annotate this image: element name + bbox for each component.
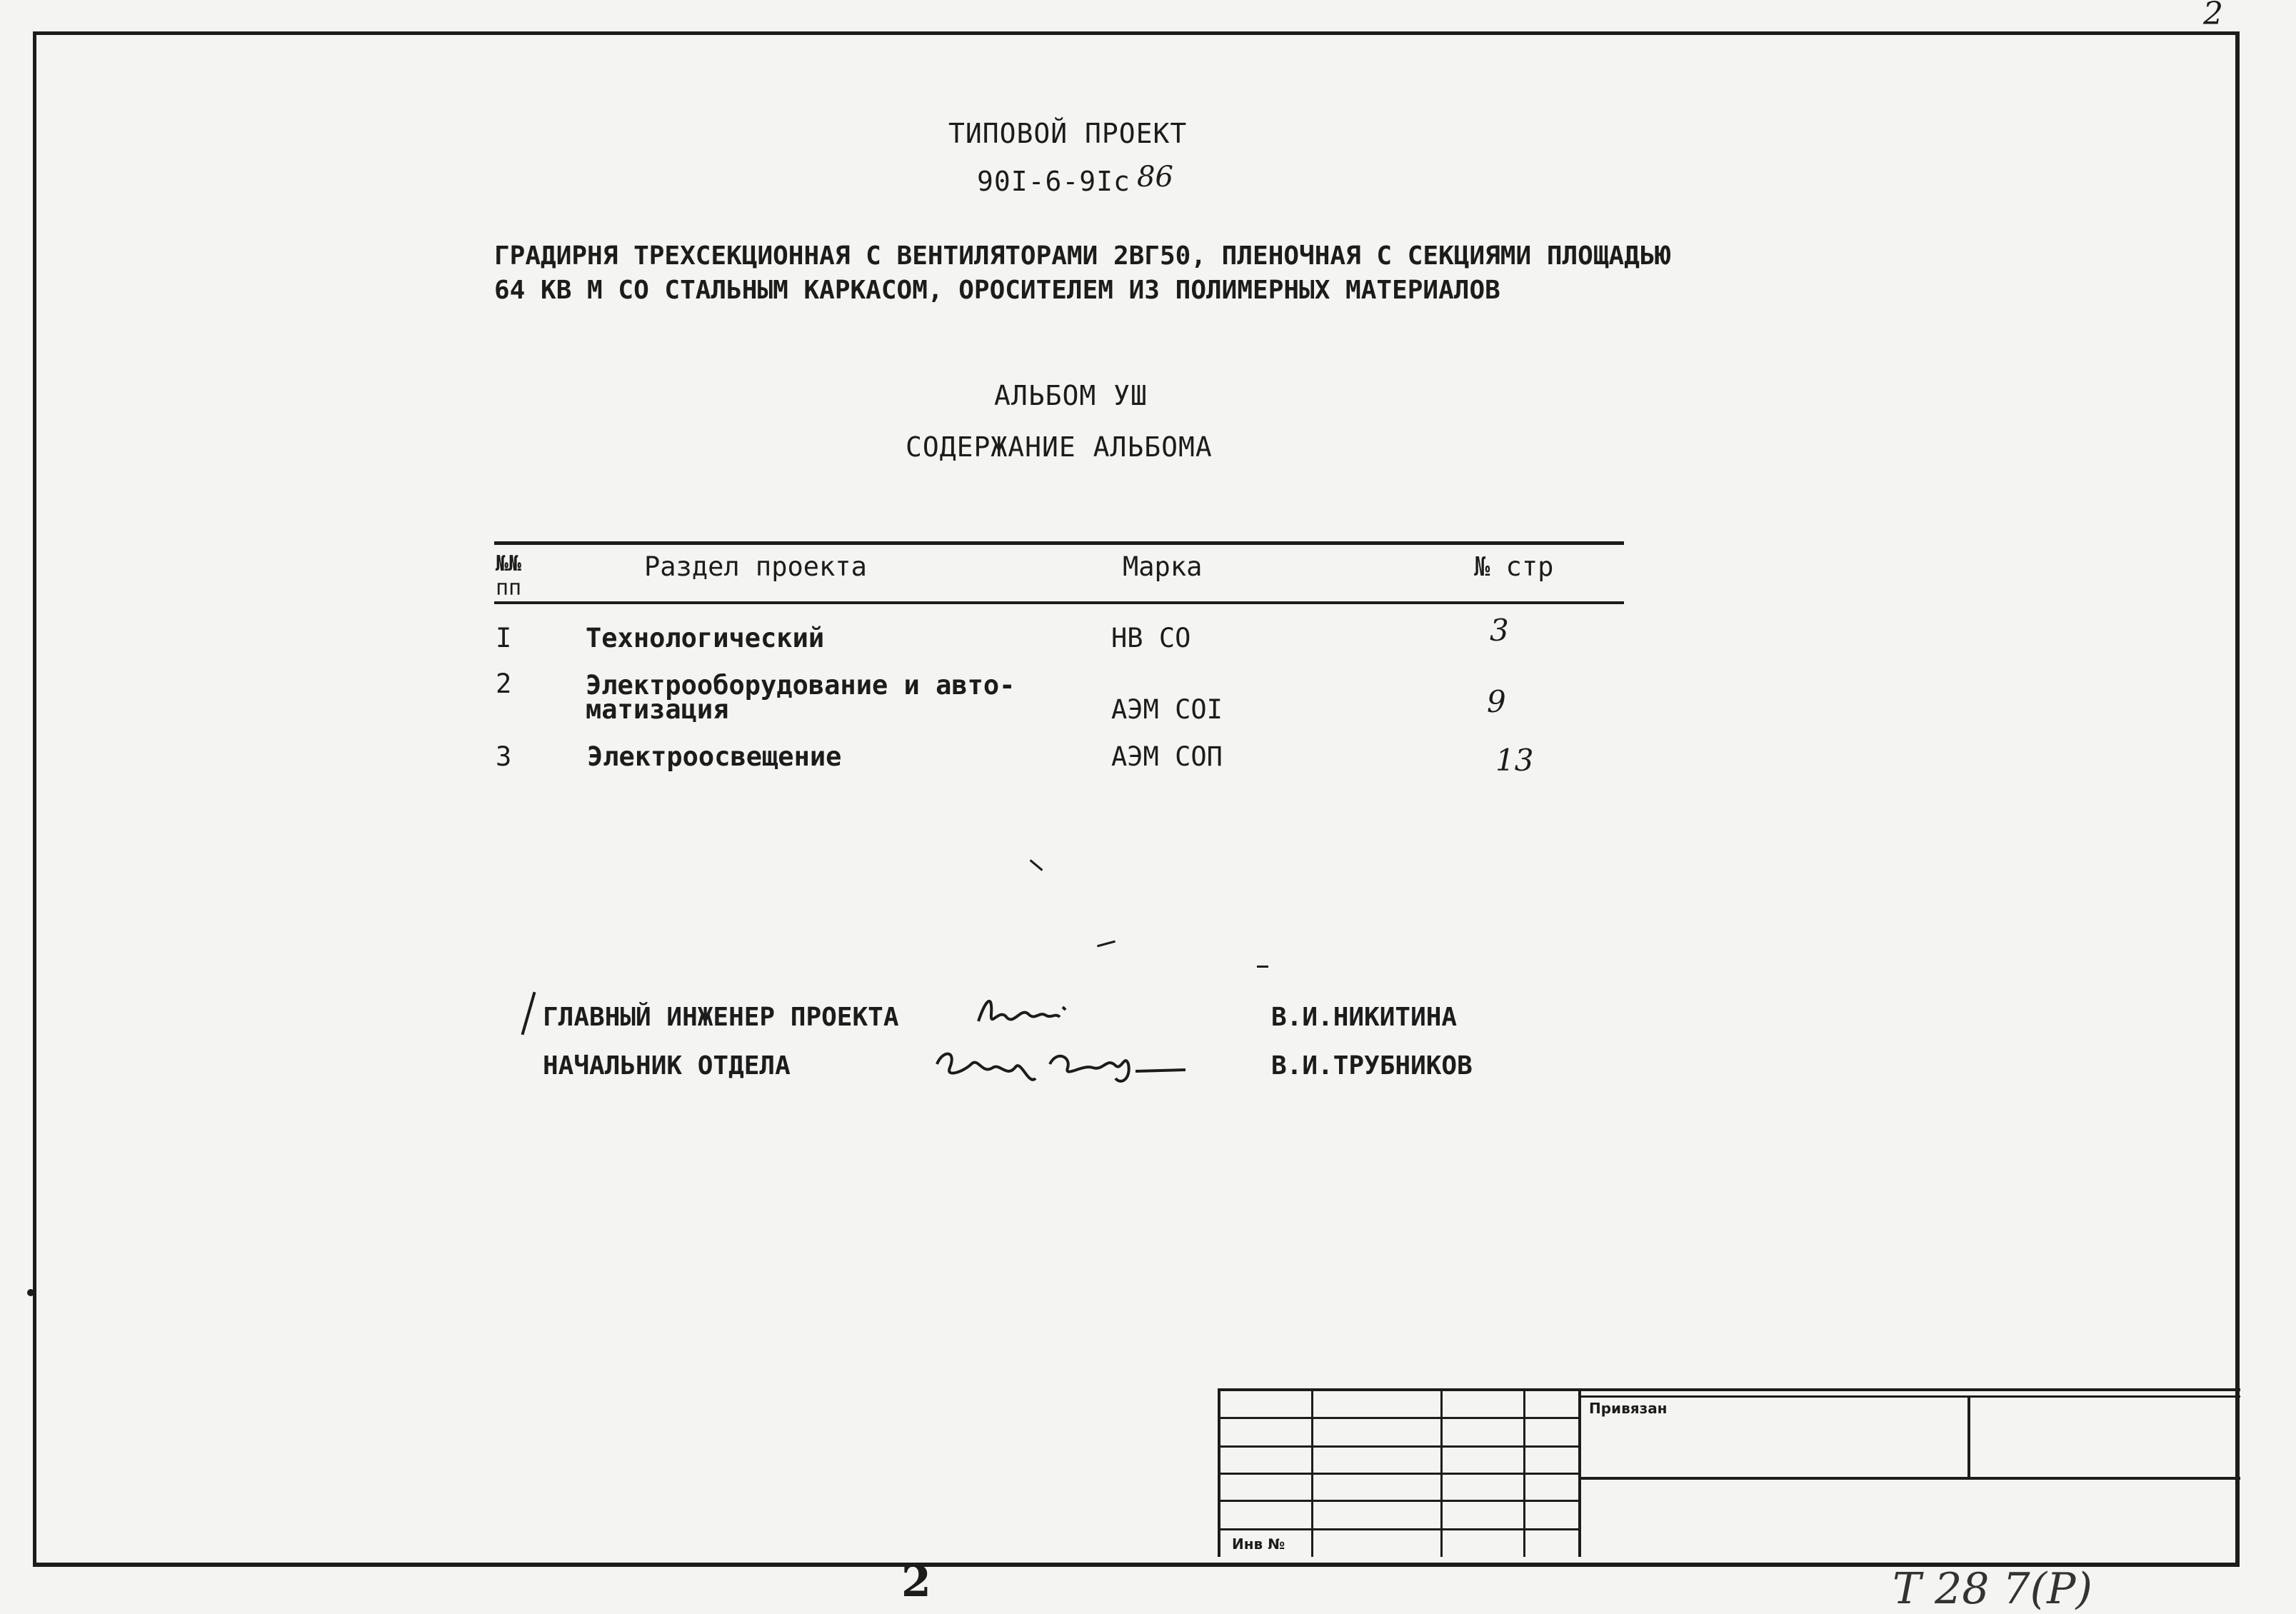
- handwritten-signature-chief-engineer: [971, 986, 1086, 1043]
- signature-role: ГЛАВНЫЙ ИНЖЕНЕР ПРОЕКТА: [543, 1003, 899, 1032]
- table-row-mark: АЭМ СОП: [1111, 741, 1223, 772]
- table-row-number: I: [496, 623, 512, 653]
- title-block-stamp: [1218, 1388, 2240, 1557]
- table-row-section: Электрооборудование и авто-: [586, 670, 1016, 701]
- table-header-number: №№: [496, 551, 522, 576]
- table-header-rule: [494, 601, 1624, 604]
- table-header-number-line2: пп: [496, 576, 522, 601]
- stamp-attached-label: Привязан: [1589, 1400, 1668, 1417]
- signature-name: В.И.ТРУБНИКОВ: [1271, 1051, 1473, 1081]
- project-title-line-1: ГРАДИРНЯ ТРЕХСЕКЦИОННАЯ С ВЕНТИЛЯТОРАМИ 2ВГ50, ПЛЕНОЧНАЯ С СЕКЦИЯМИ ПЛОЩАДЬЮ: [494, 241, 1671, 271]
- stamp-inventory-label: Инв №: [1232, 1535, 1285, 1553]
- handwritten-signature-department-head: [928, 1036, 1193, 1107]
- table-row-number: 2: [496, 668, 512, 699]
- project-year-handwritten: 86: [1137, 161, 1173, 194]
- table-row-page: 13: [1495, 743, 1534, 778]
- project-title-line-2: 64 КВ М СО СТАЛЬНЫМ КАРКАСОМ, ОРОСИТЕЛЕМ ИЗ ПОЛИМЕРНЫХ МАТЕРИАЛОВ: [494, 276, 1500, 305]
- project-code: 90I-6-9Iс: [977, 166, 1131, 197]
- signature-role: НАЧАЛЬНИК ОТДЕЛА: [543, 1051, 791, 1081]
- signature-name: В.И.НИКИТИНА: [1271, 1003, 1458, 1032]
- footer-page-number: 2: [901, 1557, 931, 1607]
- sheet-corner-number: 2: [2203, 0, 2223, 32]
- stray-mark: [1257, 966, 1268, 968]
- margin-mark: [27, 1289, 34, 1296]
- document-type-heading: ТИПОВОЙ ПРОЕКТ: [948, 118, 1188, 149]
- table-row-page: 9: [1487, 684, 1506, 719]
- table-row-mark: НВ СО: [1111, 623, 1191, 653]
- table-row-section-line2: матизация: [586, 694, 729, 725]
- album-contents-heading: СОДЕРЖАНИЕ АЛЬБОМА: [906, 431, 1213, 463]
- table-header-mark: Марка: [1123, 551, 1203, 582]
- table-row-page: 3: [1490, 613, 1509, 648]
- table-header-page: № стр: [1474, 551, 1554, 582]
- footer-handwritten-code: Т 28 7(Р): [1893, 1564, 2092, 1614]
- table-row-section: Технологический: [586, 623, 825, 653]
- table-row-section: Электроосвещение: [587, 741, 842, 772]
- table-row-mark: АЭМ СОI: [1111, 694, 1223, 725]
- table-row-number: 3: [496, 741, 512, 772]
- table-header-section: Раздел проекта: [644, 551, 867, 582]
- album-name: АЛЬБОМ УШ: [994, 380, 1148, 411]
- table-top-rule: [494, 541, 1624, 545]
